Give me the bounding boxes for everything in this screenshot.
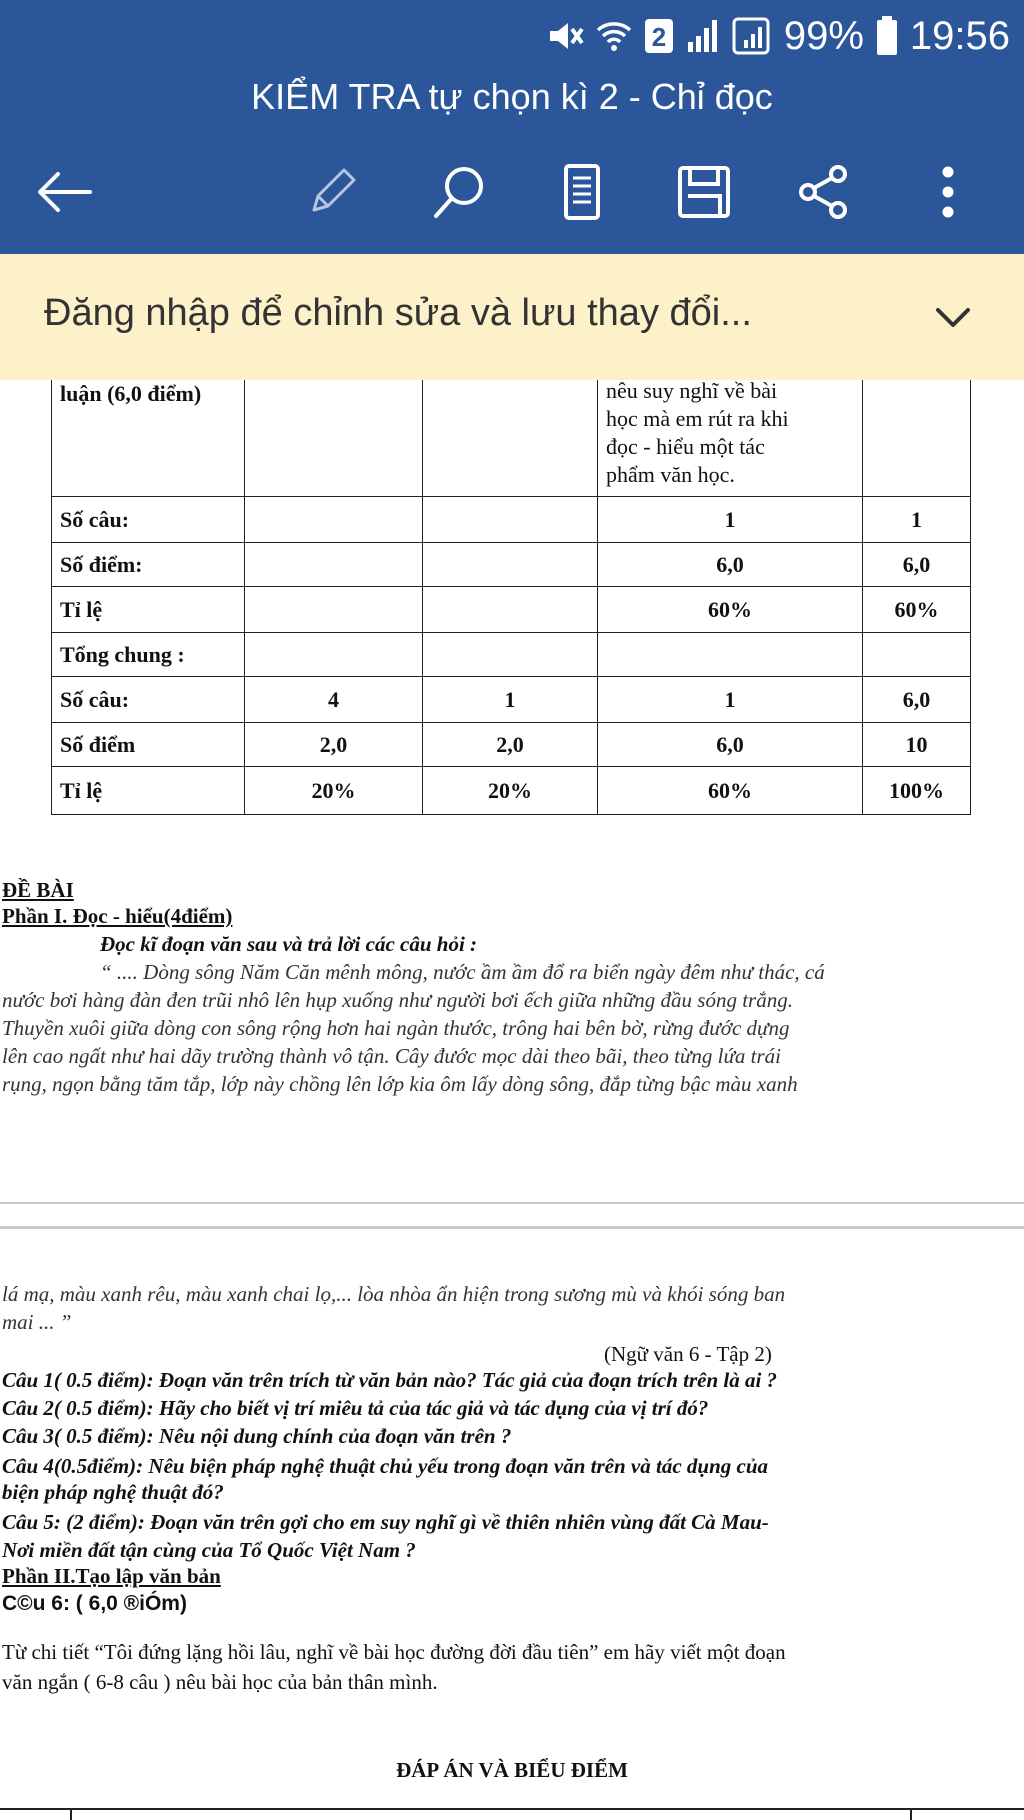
table-cell: 2,0 xyxy=(423,723,598,767)
more-vertical-icon xyxy=(938,162,958,222)
passage-line: lá mạ, màu xanh rêu, màu xanh chai lọ,... lòa nhòa ẩn hiện trong sương mù và khói sóng ban xyxy=(2,1282,786,1306)
clock: 19:56 xyxy=(909,13,1010,58)
sim-icon xyxy=(644,18,674,54)
reading-view-button[interactable] xyxy=(540,150,624,234)
matrix-table xyxy=(51,380,971,815)
question-6-label: C©u 6: ( 6,0 ®iÓm) xyxy=(2,1592,187,1615)
table-cell: 1 xyxy=(423,677,598,723)
chevron-down-icon[interactable] xyxy=(928,292,978,342)
table-cell: Tỉ lệ xyxy=(52,767,245,815)
answer-table-top-border xyxy=(0,1808,1024,1810)
edit-button[interactable] xyxy=(290,150,374,234)
question-2: Câu 2( 0.5 điểm): Hãy cho biết vị trí miêu tả của tác giả và tác dụng của vị trí đó? xyxy=(2,1396,709,1420)
question-1: Câu 1( 0.5 điểm): Đoạn văn trên trích từ văn bản nào? Tác giả của đoạn trích trên là ai ? xyxy=(2,1368,778,1392)
table-row xyxy=(52,543,971,587)
table-cell: 6,0 xyxy=(863,543,971,587)
table-cell xyxy=(245,543,423,587)
table-row xyxy=(52,767,971,815)
passage-line: “ .... Dòng sông Năm Căn mênh mông, nước ầm ầm đổ ra biển ngày đêm như thác, cá xyxy=(100,960,825,984)
mute-icon xyxy=(544,16,584,56)
passage-line: rụng, ngọn bằng tăm tắp, lớp này chồng lên lớp kia ôm lấy dòng sông, đắp từng bậc màu xanh xyxy=(2,1072,798,1096)
question-3: Câu 3( 0.5 điểm): Nêu nội dung chính của đoạn văn trên ? xyxy=(2,1424,512,1448)
answer-table-divider xyxy=(70,1808,72,1820)
table-row xyxy=(52,633,971,677)
passage-line: mai ... ” xyxy=(2,1310,72,1334)
save-icon xyxy=(676,164,732,220)
question-6-text: Từ chi tiết “Tôi đứng lặng hồi lâu, nghĩ về bài học đường đời đầu tiên” em hãy viết một đoạn xyxy=(2,1640,786,1664)
sign-in-banner-text[interactable]: Đăng nhập để chỉnh sửa và lưu thay đổi... xyxy=(44,292,752,334)
question-5: Câu 5: (2 điểm): Đoạn văn trên gợi cho em suy nghĩ gì về thiên nhiên vùng đất Cà Mau- xyxy=(2,1510,769,1534)
sign-in-banner[interactable] xyxy=(0,254,1024,380)
wifi-icon xyxy=(596,16,632,56)
back-arrow-icon xyxy=(34,170,94,214)
more-options-button[interactable] xyxy=(906,150,990,234)
passage-line: Thuyền xuôi giữa dòng con sông rộng hơn hai ngàn thước, trông hai bên bờ, rừng đước dựng xyxy=(2,1016,790,1040)
cell-line: đọc - hiểu một tác xyxy=(606,434,765,459)
pencil-icon xyxy=(304,164,360,220)
search-button[interactable] xyxy=(418,150,502,234)
question-5-cont: Nơi miền đất tận cùng của Tổ Quốc Việt Nam ? xyxy=(2,1538,416,1562)
table-row xyxy=(52,497,971,543)
table-cell xyxy=(423,543,598,587)
table-cell xyxy=(245,587,423,633)
table-cell: luận (6,0 điểm) xyxy=(52,380,245,497)
share-button[interactable] xyxy=(782,150,866,234)
table-cell: 100% xyxy=(863,767,971,815)
app-bar xyxy=(0,0,1024,254)
table-cell xyxy=(598,380,863,497)
save-button[interactable] xyxy=(662,150,746,234)
search-icon xyxy=(430,162,490,222)
page-break xyxy=(0,1226,1024,1229)
cell-line: phẩm văn học. xyxy=(606,462,735,487)
table-cell: 6,0 xyxy=(598,723,863,767)
page-break xyxy=(0,1202,1024,1204)
table-cell: 1 xyxy=(598,497,863,543)
table-cell xyxy=(245,497,423,543)
table-cell xyxy=(863,380,971,497)
table-cell: Tỉ lệ xyxy=(52,587,245,633)
reading-view-icon xyxy=(560,162,604,222)
table-row xyxy=(52,677,971,723)
part-2-title: Phần II.Tạo lập văn bản xyxy=(2,1564,221,1588)
answer-table-divider xyxy=(910,1808,912,1820)
passage-source: (Ngữ văn 6 - Tập 2) xyxy=(604,1342,772,1366)
cell-line: nêu suy nghĩ về bài xyxy=(606,380,778,403)
part-1-title: Phần I. Đọc - hiểu(4điểm) xyxy=(2,904,233,928)
instruction: Đọc kĩ đoạn văn sau và trả lời các câu hỏi : xyxy=(100,932,478,956)
table-cell: 10 xyxy=(863,723,971,767)
sim-number: 2 xyxy=(651,22,667,52)
table-cell xyxy=(863,633,971,677)
document-title: KIỂM TRA tự chọn kì 2 - Chỉ đọc xyxy=(251,76,773,117)
signal-icon xyxy=(686,18,720,54)
table-cell: Số điểm xyxy=(52,723,245,767)
table-cell: 60% xyxy=(598,587,863,633)
table-cell: 20% xyxy=(423,767,598,815)
cell-line: học mà em rút ra khi xyxy=(606,406,789,431)
battery-percent: 99% xyxy=(783,13,864,58)
signal-2-icon xyxy=(732,16,772,56)
table-cell: Số điểm: xyxy=(52,543,245,587)
table-cell: 60% xyxy=(863,587,971,633)
passage-line: nước bơi hàng đàn đen trũi nhô lên hụp xuống như người bơi ếch giữa những đầu sóng trắng. xyxy=(2,988,793,1012)
passage-line: lên cao ngất như hai dãy trường thành vô tận. Cây đước mọc dài theo bãi, theo từng lứa trái xyxy=(2,1044,782,1068)
table-cell: Số câu: xyxy=(52,497,245,543)
document-viewport[interactable] xyxy=(0,380,1024,1820)
table-cell xyxy=(245,380,423,497)
table-cell: 6,0 xyxy=(598,543,863,587)
battery-icon xyxy=(876,16,898,56)
table-cell: 20% xyxy=(245,767,423,815)
table-cell: 2,0 xyxy=(245,723,423,767)
table-cell: 1 xyxy=(863,497,971,543)
toolbar xyxy=(0,150,1024,234)
question-4: Câu 4(0.5điểm): Nêu biện pháp nghệ thuật chủ yếu trong đoạn văn trên và tác dụng của xyxy=(2,1454,768,1478)
share-icon xyxy=(794,162,854,222)
answer-heading: ĐÁP ÁN VÀ BIỂU ĐIỂM xyxy=(396,1758,628,1782)
table-cell: 6,0 xyxy=(863,677,971,723)
question-4-cont: biện pháp nghệ thuật đó? xyxy=(2,1480,224,1504)
table-cell: 60% xyxy=(598,767,863,815)
table-cell xyxy=(423,497,598,543)
de-bai-heading: ĐỀ BÀI xyxy=(2,878,74,902)
status-bar xyxy=(544,12,1010,60)
back-button[interactable] xyxy=(22,150,106,234)
table-cell: 4 xyxy=(245,677,423,723)
table-cell xyxy=(598,633,863,677)
table-row xyxy=(52,587,971,633)
table-cell xyxy=(423,587,598,633)
table-cell xyxy=(423,380,598,497)
table-cell xyxy=(423,633,598,677)
table-cell: 1 xyxy=(598,677,863,723)
table-row xyxy=(52,380,971,497)
table-cell: Tổng chung : xyxy=(52,633,245,677)
table-row xyxy=(52,723,971,767)
table-cell xyxy=(245,633,423,677)
table-cell: Số câu: xyxy=(52,677,245,723)
question-6-text: văn ngắn ( 6-8 câu ) nêu bài học của bản thân mình. xyxy=(2,1670,438,1694)
